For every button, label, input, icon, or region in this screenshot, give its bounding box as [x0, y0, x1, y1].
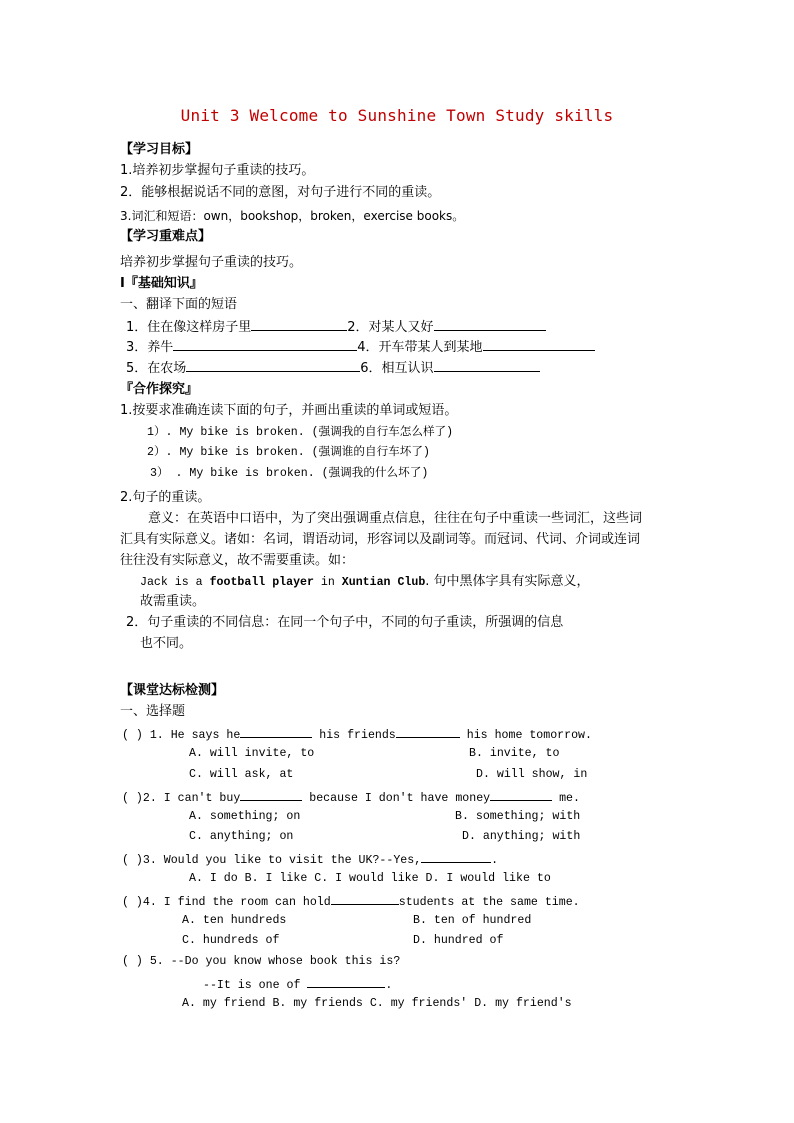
question-stem: because I don't have money [302, 792, 491, 805]
answer-blank[interactable] [483, 338, 595, 351]
answer-blank[interactable] [240, 725, 312, 738]
page-title: Unit 3 Welcome to Sunshine Town Study skills [180, 106, 614, 125]
question-stem: ( )2. I can't buy [122, 792, 241, 805]
option-b: B. invite, to [469, 747, 560, 760]
example-part: Jack is a [140, 576, 210, 589]
key-points-heading: 【学习重难点】 [120, 229, 212, 244]
option-a: A. ten hundreds [182, 914, 287, 927]
test-subheading: 一、选择题 [120, 704, 186, 719]
question-5-reply [203, 975, 392, 994]
phrase-label: 6．相互认识 [360, 361, 434, 376]
question-3 [122, 850, 498, 869]
options-row: A. my friend B. my friends C. my friends' D. my friend's [182, 997, 572, 1010]
answer-blank[interactable] [307, 975, 385, 988]
question-stem: . [385, 979, 393, 992]
example-sentence [140, 574, 590, 591]
question-stem: --It is one of [203, 979, 308, 992]
meaning-text: 意义：在英语中口语中，为了突出强调重点信息，往往在句子中重读一些词汇，这些词 [148, 511, 643, 526]
point-text: 也不同。 [140, 636, 193, 651]
phrase-label: 4．开车带某人到某地 [357, 340, 483, 355]
question-2 [122, 788, 580, 807]
option-c: C. will ask, at [189, 768, 294, 781]
example-part: . 句中黑体字具有实际意义， [425, 574, 590, 589]
answer-blank[interactable] [396, 725, 460, 738]
option-b: B. something; with [455, 810, 581, 823]
question-stem: his home tomorrow. [459, 729, 592, 742]
question-1 [122, 725, 592, 744]
objective-item: 1.培养初步掌握句子重读的技巧。 [120, 163, 315, 178]
point-text: 2．句子重读的不同信息：在同一个句子中，不同的句子重读，所强调的信息 [126, 615, 564, 630]
option-d: D. will show, in [476, 768, 588, 781]
answer-blank[interactable] [186, 359, 360, 372]
answer-blank[interactable] [490, 788, 552, 801]
basics-subheading: 一、翻译下面的短语 [120, 297, 238, 312]
answer-blank[interactable] [421, 850, 491, 863]
question-stem: students at the same time. [398, 896, 580, 909]
option-d: D. anything; with [462, 830, 581, 843]
answer-blank[interactable] [434, 318, 546, 331]
option-d: D. hundred of [413, 934, 504, 947]
answer-blank[interactable] [251, 318, 347, 331]
question-stem: ( )4. I find the room can hold [122, 896, 331, 909]
question-stem: me. [552, 792, 580, 805]
phrase-label: 3．养牛 [126, 340, 174, 355]
example-continuation: 故需重读。 [140, 594, 206, 609]
option-a: A. will invite, to [189, 747, 315, 760]
option-c: C. anything; on [189, 830, 294, 843]
answer-blank[interactable] [434, 359, 540, 372]
phrase-label: 1．住在像这样房子里 [126, 320, 252, 335]
question-stem: ( )3. Would you like to visit the UK?--Yes, [122, 854, 422, 867]
question-stem: his friends [312, 729, 396, 742]
phrase-item [126, 318, 546, 336]
example-bold: Xuntian Club [341, 576, 426, 589]
phrase-label: 2．对某人又好 [347, 320, 434, 335]
objective-item: 3.词汇和短语：own，bookshop，broken，exercise books。 [120, 209, 465, 223]
option-b: B. ten of hundred [413, 914, 532, 927]
objective-item: 2．能够根据说话不同的意图，对句子进行不同的重读。 [120, 185, 441, 200]
cooperation-question: 2.句子的重读。 [120, 490, 211, 505]
objectives-heading: 【学习目标】 [120, 142, 199, 157]
sentence-item: 1）. My bike is broken. (强调我的自行车怎么样了) [147, 426, 454, 439]
example-part: in [313, 576, 342, 589]
cooperation-question: 1.按要求准确连读下面的句子，并画出重读的单词或短语。 [120, 403, 458, 418]
phrase-item [126, 359, 540, 377]
option-a: A. something; on [189, 810, 301, 823]
question-stem: ( ) 1. He says he [122, 729, 241, 742]
options-row: A. I do B. I like C. I would like D. I would like to [189, 872, 551, 885]
meaning-text: 往往没有实际意义，故不需要重读。如： [120, 553, 355, 568]
phrase-label: 5．在农场 [126, 361, 187, 376]
answer-blank[interactable] [173, 338, 357, 351]
sentence-item: 3） . My bike is broken. (强调我的什么坏了) [150, 467, 429, 480]
question-stem: . [491, 854, 499, 867]
meaning-text: 汇具有实际意义。诸如：名词，谓语动词，形容词以及副词等。而冠词、代词、介词或连词 [120, 532, 641, 547]
sentence-item: 2）. My bike is broken. (强调谁的自行车坏了) [147, 446, 430, 459]
option-c: C. hundreds of [182, 934, 280, 947]
cooperation-heading: 『合作探究』 [120, 382, 199, 397]
answer-blank[interactable] [331, 892, 399, 905]
question-5: ( ) 5. --Do you know whose book this is? [122, 955, 401, 968]
example-bold: football player [209, 576, 314, 589]
basics-heading: Ⅰ『基础知识』 [120, 276, 203, 291]
answer-blank[interactable] [240, 788, 302, 801]
key-points-text: 培养初步掌握句子重读的技巧。 [120, 255, 303, 270]
test-heading: 【课堂达标检测】 [120, 683, 225, 698]
phrase-item [126, 338, 595, 356]
question-4 [122, 892, 580, 911]
